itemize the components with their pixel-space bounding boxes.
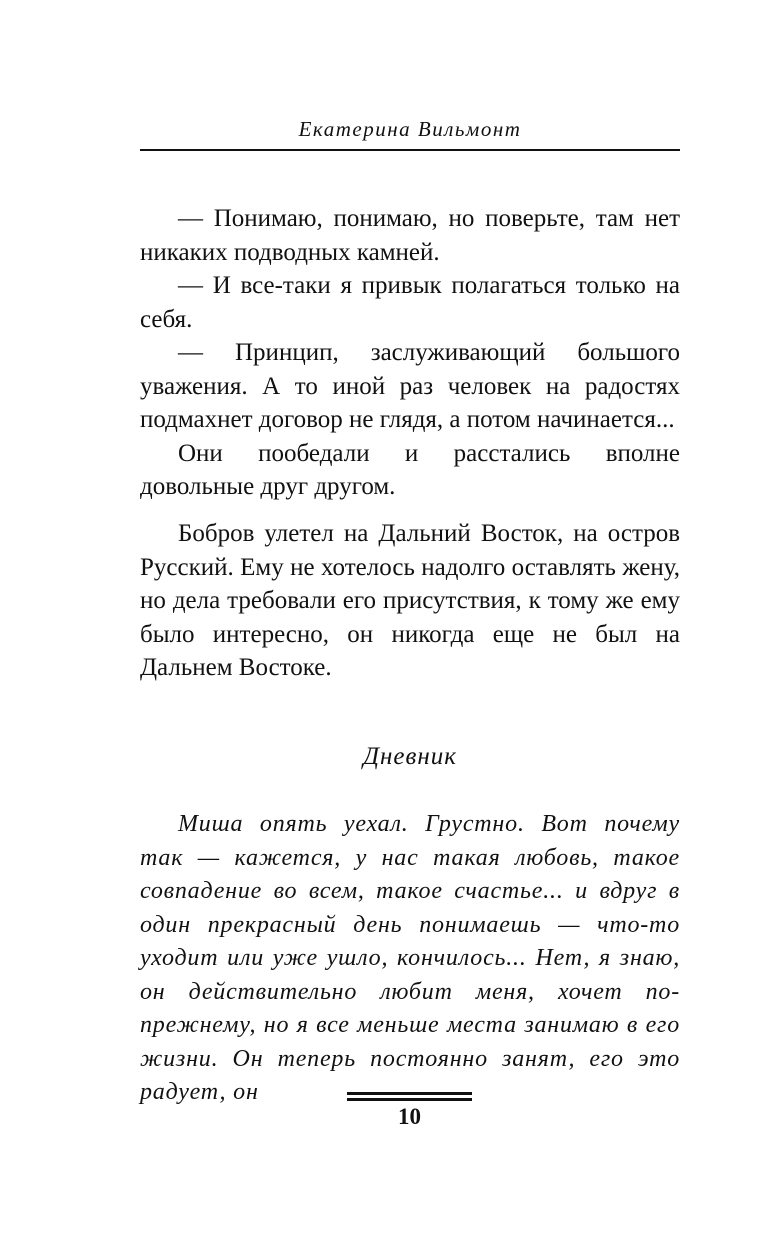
- narrative-section: [140, 517, 680, 685]
- running-header-author: Екатерина Вильмонт: [298, 117, 522, 141]
- header-rule: [140, 149, 680, 151]
- diary-paragraph: Миша опять уехал. Грустно. Вот почему так — кажется, у нас такая любовь, такое совпадение во всем, такое счастье... и вдруг в один прекрасный день понимаешь — что-то уходит или уже ушло, кончилось... Нет, я знаю, он действительно любит меня, хочет по-прежнему, но я все меньше места занимаю в его жизни. Он теперь постоянно занят, его это радует, он: [140, 811, 680, 1105]
- footer-rule-bottom: [347, 1098, 472, 1101]
- paragraph: — Принцип, заслуживающий большого уважения. А то иной раз человек на радостях подмахнет договор не глядя, а потом начинается...: [140, 339, 680, 433]
- page-number: 10: [398, 1104, 421, 1129]
- dialogue-section: [140, 202, 680, 504]
- paragraph: Бобров улетел на Дальний Восток, на остров Русский. Ему не хотелось надолго оставлять жену, но дела требовали его присутствия, к тому же ему было интересно, он никогда еще не был на Дальнем Востоке.: [140, 520, 680, 681]
- paragraph: Они пообедали и расстались вполне довольные друг другом.: [140, 439, 680, 500]
- paragraph: — И все-таки я привык полагаться только на себя.: [140, 272, 680, 333]
- footer-rule-top: [347, 1092, 472, 1095]
- paragraph: — Понимаю, понимаю, но поверьте, там нет никаких подводных камней.: [140, 205, 680, 266]
- diary-heading: Дневник: [363, 743, 457, 770]
- diary-section: [140, 808, 680, 1110]
